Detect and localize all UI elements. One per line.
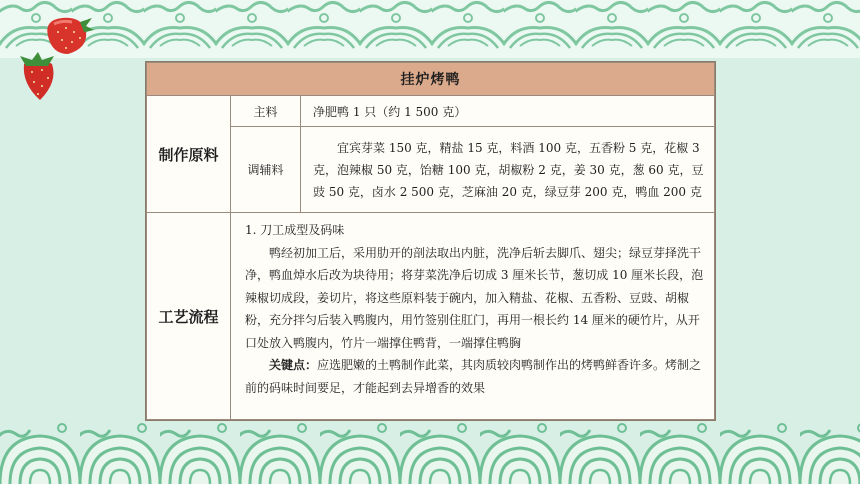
process-step-title: 1. 刀工成型及码味 (245, 223, 345, 237)
process-section-label: 工艺流程 (147, 213, 231, 420)
process-content (231, 213, 715, 420)
process-row (147, 213, 715, 420)
main-ingredient-row (147, 96, 715, 127)
main-ingredient-value: 净肥鸭 1 只（约 1 500 克） (301, 96, 715, 127)
cloud-pattern-top (0, 0, 860, 58)
seasoning-text: 宜宾芽菜 150 克，精盐 15 克，料酒 100 克，五香粉 5 克，花椒 3 克，泡辣椒 50 克，饴糖 100 克，胡椒粉 2 克，姜 30 克，葱 60 克，豆豉 50 克，卤水 2 500 克，芝麻油 20 克，绿豆芽 200 克，鸭血 200 克 (313, 140, 704, 199)
recipe-title: 挂炉烤鸭 (147, 63, 715, 96)
strawberry-icon (16, 52, 60, 108)
recipe-table (146, 62, 715, 420)
top-ornament-band (0, 0, 860, 58)
ingredients-section-label: 制作原料 (147, 96, 231, 213)
key-point-label: 关键点： (269, 358, 318, 372)
process-step-text: 鸭经初加工后，采用肋开的剖法取出内脏，洗净后斩去脚爪、翅尖；绿豆芽择洗干净，鸭血焯水后改为块待用；将芽菜洗净后切成 3 厘米长节，葱切成 10 厘米长段，泡辣椒切成段，姜切片，将这些原料装于碗内，加入精盐、花椒、五香粉、豆豉、胡椒粉，充分拌匀后装入鸭腹内，用竹签别住肛门，再用一根长约 14 厘米的硬竹片，从开口处放入鸭腹内，竹片一端撑住鸭背，一端撑住鸭胸 (245, 245, 704, 350)
key-point (245, 354, 704, 399)
title-row (147, 63, 715, 96)
seasoning-label: 调辅料 (231, 127, 301, 213)
main-ingredient-label: 主料 (231, 96, 301, 127)
seasoning-row (147, 127, 715, 213)
wave-pattern-bottom (0, 418, 860, 484)
recipe-card (145, 61, 716, 421)
seasoning-value (301, 127, 715, 213)
bottom-ornament-band (0, 418, 860, 484)
key-point-text: 应选肥嫩的土鸭制作此菜，其肉质较肉鸭制作出的烤鸭鲜香许多。烤制之前的码味时间要足，才能起到去异增香的效果 (245, 358, 702, 395)
